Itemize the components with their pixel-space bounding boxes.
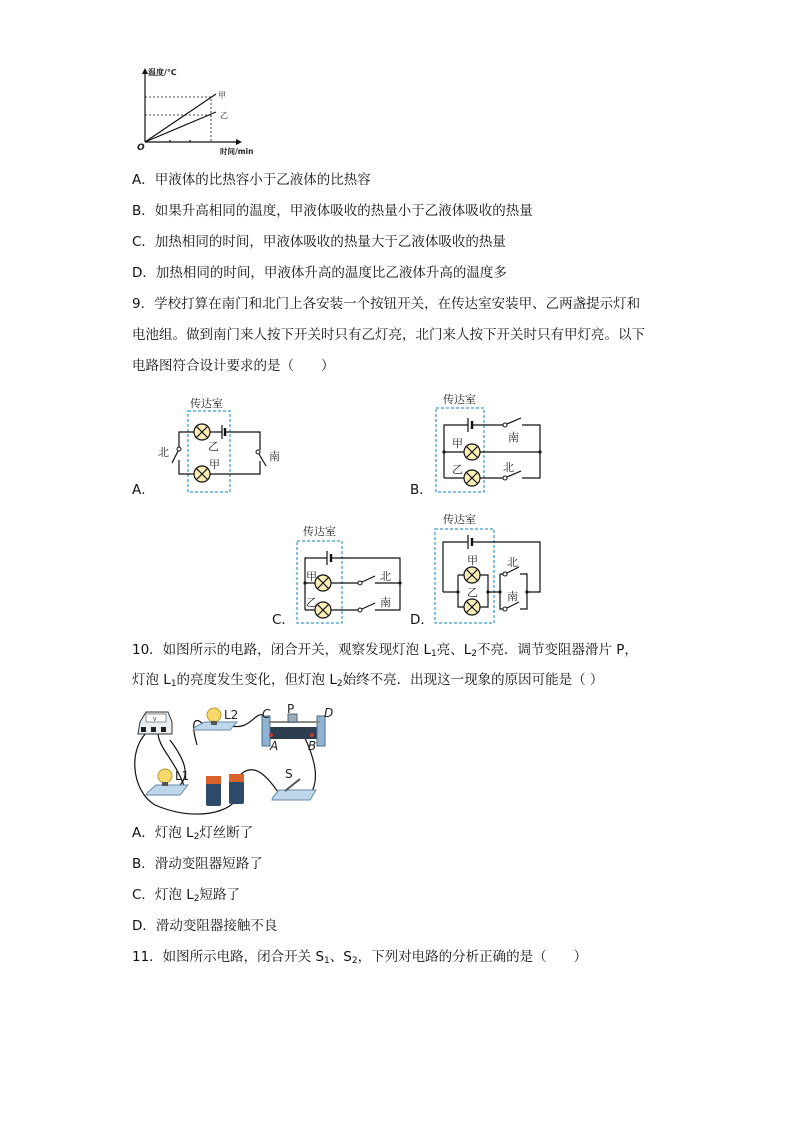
label-south: 南 [269, 450, 280, 463]
q9-stem-line: 电路图符合设计要求的是（ ） [132, 358, 335, 374]
q8-option-c: C．加热相同的时间，甲液体吸收的热量大于乙液体吸收的热量 [132, 234, 506, 250]
voltmeter-icon [138, 712, 172, 734]
q9-option-c-label: C． [272, 612, 295, 628]
label-d: D [324, 706, 334, 720]
label-jia: 甲 [467, 554, 478, 567]
label-l2: L2 [224, 708, 239, 722]
q11-stem: 11．如图所示电路，闭合开关 $S_1$、$S_2$，下列对电路的分析正确的是（ ） [132, 949, 588, 966]
label-l1: L1 [175, 769, 190, 783]
battery-icon [206, 776, 221, 806]
q8-option-b: B．如果升高相同的温度，甲液体吸收的热量小于乙液体吸收的热量 [132, 203, 533, 219]
circuit-b [436, 392, 542, 492]
lamp-icon [194, 466, 210, 482]
label-jia: 甲 [452, 437, 463, 450]
circuit-a [158, 396, 280, 492]
label-yi: 乙 [306, 596, 317, 609]
q9-stem-line: 9．学校打算在南门和北门上各安装一个按钮开关，在传达室安装甲、乙两盏提示灯和 [132, 296, 641, 312]
label-yi: 乙 [467, 586, 478, 599]
room-label: 传达室 [443, 393, 476, 406]
label-south: 南 [508, 431, 519, 444]
q10-option-a: A．灯泡 $L_2$灯丝断了 [132, 825, 254, 842]
q10-option-c: C．灯泡 $L_2$短路了 [132, 887, 240, 904]
q9-option-a-label: A． [132, 482, 155, 498]
lamp-icon [464, 567, 480, 583]
line-jia-label: 甲 [218, 91, 226, 100]
x-axis-label: 时间/min [220, 147, 254, 156]
line-yi-label: 乙 [220, 111, 228, 120]
label-a: A [270, 739, 279, 753]
q10-option-b: B．滑动变阻器短路了 [132, 856, 263, 872]
label-south: 南 [380, 596, 391, 609]
label-south: 南 [507, 590, 518, 603]
q9-stem-line: 电池组。做到南门来人按下开关时只有乙灯亮，北门来人按下开关时只有甲灯亮。以下 [132, 327, 645, 343]
q10-stem-line1: 10．如图所示的电路，闭合开关，观察发现灯泡 $L_1$亮、$L_2$不亮．调节变阻器滑片 P， [132, 642, 638, 659]
label-north: 北 [503, 461, 514, 474]
room-label: 传达室 [303, 525, 336, 538]
lamp-icon [464, 444, 480, 460]
switch-icon [272, 779, 316, 800]
label-c: C [262, 707, 271, 721]
battery-icon [229, 774, 244, 804]
lamp-icon [464, 470, 480, 486]
q8-option-d: D．加热相同的时间，甲液体升高的温度比乙液体升高的温度多 [132, 265, 507, 281]
q9-option-d-label: D． [410, 612, 434, 628]
circuit-c [297, 524, 402, 623]
label-north: 北 [380, 570, 391, 583]
lamp-icon [194, 424, 210, 440]
lamp-icon [315, 602, 331, 618]
circuit-d [435, 512, 540, 623]
y-axis-label: 温度/℃ [148, 68, 177, 77]
q10-option-d: D．滑动变阻器接触不良 [132, 918, 278, 934]
line-jia [145, 94, 216, 142]
label-p: P [287, 702, 295, 716]
label-b: B [308, 739, 317, 753]
lamp-icon [464, 599, 480, 615]
voltmeter-label: V [153, 717, 157, 723]
room-label: 传达室 [443, 513, 476, 526]
label-north: 北 [507, 556, 518, 569]
label-yi: 乙 [208, 440, 219, 453]
temperature-time-graph [137, 67, 253, 156]
line-yi [145, 112, 216, 142]
q10-stem-line2: 灯泡 $L_1$的亮度发生变化，但灯泡 $L_2$始终不亮．出现这一现象的原因可能是（ ） [132, 672, 604, 689]
q8-option-a: A．甲液体的比热容小于乙液体的比热容 [132, 172, 371, 188]
lamp-icon [315, 575, 331, 591]
origin-label: O [137, 143, 145, 153]
q9-option-b-label: B． [410, 482, 433, 498]
label-jia: 甲 [306, 570, 317, 583]
label-north: 北 [158, 446, 169, 459]
label-yi: 乙 [452, 463, 463, 476]
label-jia: 甲 [209, 458, 220, 471]
q10-circuit-picture [135, 702, 333, 814]
room-label: 传达室 [190, 397, 223, 410]
label-s: S [285, 767, 293, 781]
